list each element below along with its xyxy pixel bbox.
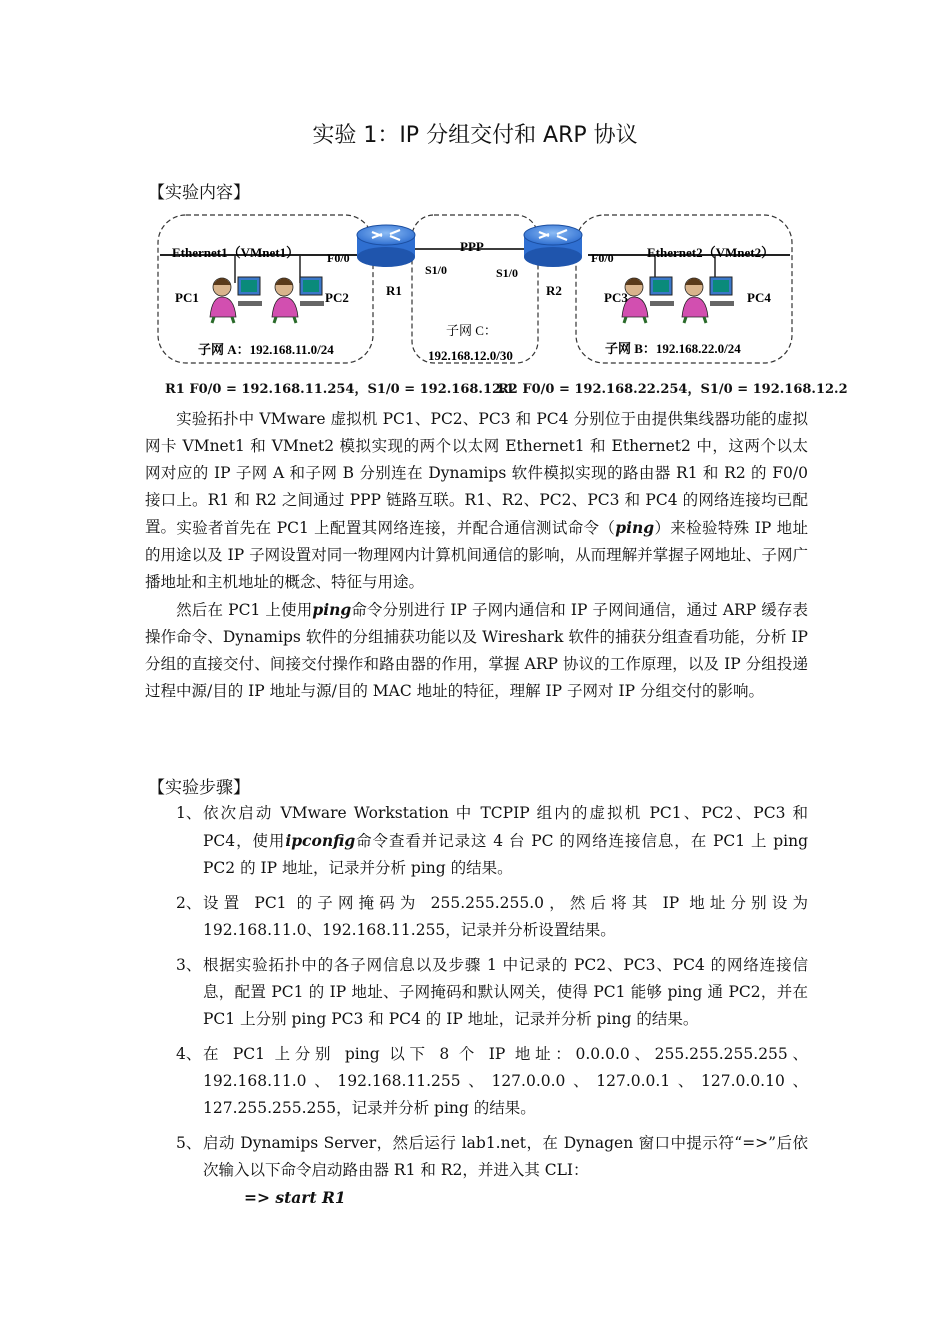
ppp-label: PPP (460, 239, 484, 254)
start-r1-command: => start R1 (244, 1188, 346, 1207)
subnet-a-region (158, 215, 373, 363)
r1-f00-label: F0/0 (327, 251, 350, 265)
steps-list (176, 800, 808, 1192)
r1-address-caption: R1 F0/0 = 192.168.11.254，S1/0 = 192.168.12.1 (165, 382, 515, 397)
pc2-label: PC2 (325, 290, 349, 305)
pc4-icon (682, 277, 734, 323)
ethernet2-label: Ethernet2（VMnet2） (647, 245, 775, 260)
r2-f00-label: F0/0 (591, 251, 614, 265)
paragraph-topology: 实验拓扑中 VMware 虚拟机 PC1、PC2、PC3 和 PC4 分别位于由提供集线器功能的虚拟网卡 VMnet1 和 VMnet2 模拟实现的两个以太网 Ethernet1 和 Ethernet2 中，这两个以太网对应的 IP 子网 A 和子网 B 分别连在 Dynamips 软件模拟实现的路由器 R1 和 R2 的 F0/0 接口上。R1 和 R2 之间通过 PPP 链路互联。R1、R2、PC2、PC3 和 PC4 的网络连接均已配置。 (145, 410, 808, 536)
step-item: 5、 启动 Dynamips Server，然后运行 lab1.net，在 Dynagen 窗口中提示符“=>”后依次输入以下命令启动路由器 R1 和 R2，并进入其 CLI： (176, 1134, 808, 1179)
router-r1-icon (357, 225, 415, 267)
step-item: 3、 根据实验拓扑中的各子网信息以及步骤 1 中记录的 PC2、PC3、PC4 的网络连接信息，配置 PC1 的 IP 地址、子网掩码和默认网关，使得 PC1 能够 ping 通 PC2，并在 PC1 上分别 ping PC3 和 PC4 的 IP 地址，记录并分析 ping 的结果。 (176, 956, 808, 1028)
r2-address-caption: R2 F0/0 = 192.168.22.254，S1/0 = 192.168.12.2 (498, 382, 848, 397)
ipconfig-command: ipconfig (285, 831, 356, 850)
network-topology-diagram (150, 205, 810, 405)
r1-s10-label: S1/0 (425, 263, 448, 277)
page-title: 实验 1：IP 分组交付和 ARP 协议 (312, 123, 638, 148)
subnet-c-region (412, 215, 538, 363)
r1-label: R1 (386, 283, 402, 298)
pc1-icon (210, 277, 262, 323)
paragraph-analysis: 然后在 PC1 上使用ping命令分别进行 IP 子网内通信和 IP 子网间通信，通过 ARP 缓存表操作命令、Dynamips 软件的分组捕获功能以及 Wireshark 软件的捕获分组查看功能，分析 IP 分组的直接交付、间接交付操作和路由器的作用，掌握 ARP 协议的工作原理，以及 IP 分组投递过程中源/目的 IP 地址与源/目的 MAC 地址的特征，理解 IP 子网对 IP 分组交付的影响。 (145, 600, 808, 700)
r2-s10-label: S1/0 (496, 266, 519, 280)
r2-label: R2 (546, 283, 562, 298)
step-item: 4、 在 PC1 上分别 ping 以下 8 个 IP 地址：0.0.0.0、255.255.255.255、192.168.11.0、192.168.11.255、127.0.0.0、127.0.0.1、127.0.0.10、127.255.255.255，记录并分析 ping 的结果。 (176, 1045, 808, 1117)
pc3-icon (622, 277, 674, 323)
subnet-c-label: 子网 C： (446, 323, 497, 338)
ping-command: ping (615, 518, 655, 537)
ping-command: ping (312, 600, 352, 619)
step-item: 1、 依次启动 VMware Workstation 中 TCPIP 组内的虚拟机 PC1、PC2、PC3 和 PC4，使用ipconfig命令查看并记录这 4 台 PC 的网络连接信息，在 PC1 上 ping PC2 的 IP 地址，记录并分析 ping 的结果。 (176, 804, 808, 877)
paragraph-pc1-config: 实验者首先在 PC1 上配置其网络连接，并配合通信测试命令（ping）来检验特殊 IP 地址的用途以及 IP 子网设置对同一物理网内计算机间通信的影响，从而理解并掌握子网地址、子网广播地址和主机地址的概念、特征与用途。 (145, 518, 808, 591)
section-heading-content: 【实验内容】 (148, 183, 250, 203)
ethernet1-label: Ethernet1（VMnet1） (172, 245, 300, 260)
subnet-c-address: 192.168.12.0/30 (428, 348, 513, 363)
section-heading-steps: 【实验步骤】 (148, 778, 250, 798)
pc4-label: PC4 (747, 290, 771, 305)
router-r2-icon (524, 225, 582, 267)
pc1-label: PC1 (175, 290, 199, 305)
subnet-a-label: 子网 A：192.168.11.0/24 (198, 342, 334, 357)
subnet-b-label: 子网 B：192.168.22.0/24 (605, 341, 741, 356)
pc2-icon (272, 277, 324, 323)
pc3-label: PC3 (604, 290, 628, 305)
step-item: 2、 设置 PC1 的子网掩码为 255.255.255.0，然后将其 IP 地址分别设为 192.168.11.0、192.168.11.255，记录并分析设置结果。 (176, 894, 808, 939)
